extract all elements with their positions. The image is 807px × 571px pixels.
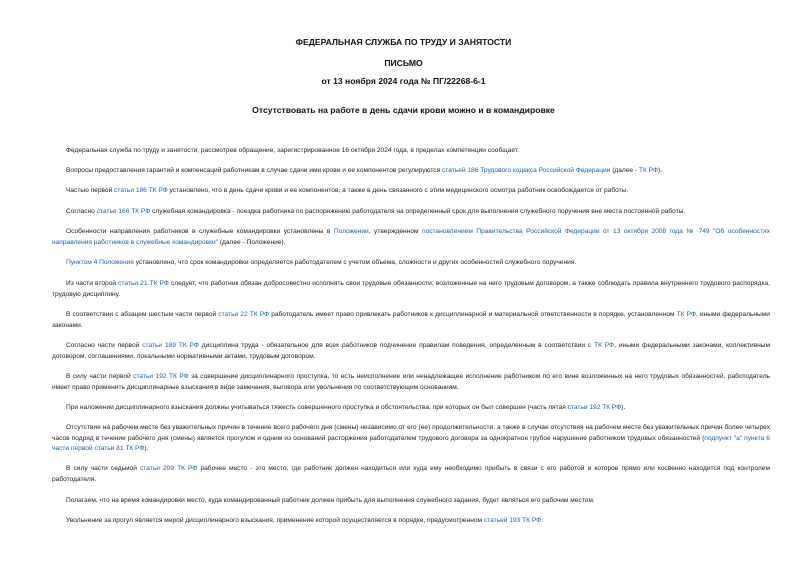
document-link[interactable]: статьей 193 ТК РФ bbox=[483, 517, 542, 524]
document-title: Отсутствовать на работе в день сдачи крови можно и в командировке bbox=[252, 105, 555, 115]
paragraph-2 bbox=[52, 166, 770, 177]
paragraph-text: ). bbox=[144, 445, 149, 452]
paragraph-text: установлено, что срок командировки определяется работодателем с учетом объема, сложности и других особенностей служебного поручения. bbox=[133, 259, 577, 266]
paragraph-text: , утвержденном bbox=[368, 228, 422, 235]
document-link[interactable]: ТК РФ bbox=[594, 342, 615, 349]
paragraph-text: , иными федеральными законами, коллективным договором, соглашениями, локальными нормативными актами, трудовым договором. bbox=[52, 342, 771, 360]
paragraph-text: работодатель имеет право привлекать работников к дисциплинарной и материальной ответственности в порядке, установленном bbox=[269, 311, 677, 318]
document-link[interactable]: статьи 186 ТК РФ bbox=[114, 187, 168, 194]
paragraph-text: , иными федеральными законами. bbox=[52, 311, 770, 329]
paragraph-11 bbox=[52, 403, 770, 414]
paragraph-text: дисциплина труда - обязательное для всех работников подчинение правилам поведения, определенным в соответствии с bbox=[198, 342, 595, 349]
document-link[interactable]: статьи 192 ТК РФ bbox=[133, 373, 189, 380]
paragraph-text: Частью первой bbox=[66, 187, 115, 194]
paragraph-6 bbox=[52, 258, 770, 269]
paragraph-text: . bbox=[541, 517, 544, 524]
document-link[interactable]: ТК РФ bbox=[638, 167, 658, 174]
paragraph-text: При наложении дисциплинарного взыскания должны учитываться тяжесть совершенного проступка и обстоятельства, при которых он был совершен (часть пятая bbox=[66, 404, 568, 411]
paragraph-text: Увольнение за прогул является мерой дисциплинарного взыскания, применение которой осуществляется в порядке, предусмотренном bbox=[66, 517, 484, 524]
paragraph-15 bbox=[52, 516, 770, 527]
paragraph-7 bbox=[52, 279, 770, 300]
paragraph-13 bbox=[52, 464, 770, 485]
agency-name: ФЕДЕРАЛЬНАЯ СЛУЖБА ПО ТРУДУ И ЗАНЯТОСТИ bbox=[295, 37, 512, 47]
paragraph-5 bbox=[52, 227, 770, 248]
document-link[interactable]: статьи 189 ТК РФ bbox=[142, 342, 199, 349]
document-link[interactable]: статьи 192 ТК РФ bbox=[567, 404, 622, 411]
document-link[interactable]: статьи 209 ТК РФ bbox=[139, 465, 198, 472]
paragraph-text: Согласно части первой bbox=[66, 342, 143, 349]
paragraph-text: ). bbox=[658, 167, 663, 174]
paragraph-9 bbox=[52, 341, 770, 362]
paragraph-text: за совершение дисциплинарного проступка, то есть неисполнение или ненадлежащее исполнение работником по его вине возложенных на него трудовых обязанностей, работодатель имеет право применить дисциплинарные взыскания в виде замечания, выговора или увольнения по соответствующим основаниям. bbox=[52, 373, 770, 391]
paragraph-text: Особенности направления работников в служебные командировки установлены в bbox=[66, 228, 334, 235]
document-link[interactable]: статье 166 ТК РФ bbox=[96, 208, 151, 215]
document-link[interactable]: постановлением Правительства Российской Федерации от 13 октября 2008 года № 749 "Об особенностях направления работников в служебные командировки" bbox=[52, 228, 770, 246]
paragraph-text: Отсутствие на рабочем месте без уважительных причин в течение всего рабочего дня (смены) независимо от его (ее) продолжительности, а также в случае отсутствия на рабочем месте без уважительных причин более четырех часов подряд в течение рабочего дня (смены) является прогулом и одним из оснований расторжения работодателем трудового договора за однократное грубое нарушение работником трудовых обязанностей ( bbox=[52, 424, 770, 442]
document-link[interactable]: Положении bbox=[333, 228, 369, 235]
paragraph-10 bbox=[52, 372, 770, 393]
document-link[interactable]: статьи 22 ТК РФ bbox=[218, 311, 270, 318]
paragraph-text: установлено, что в день сдачи крови и ее компонентов, а также в день связанного с этим медицинского осмотра работник освобождается от работы. bbox=[167, 187, 629, 194]
paragraph-text: В силу части первой bbox=[66, 373, 134, 380]
paragraph-12 bbox=[52, 423, 770, 455]
document-link[interactable]: Пунктом 4 Положения bbox=[66, 259, 134, 266]
paragraph-3 bbox=[52, 186, 770, 197]
document-link[interactable]: статьей 186 Трудового кодекса Российской Федерации bbox=[441, 167, 611, 174]
document-link[interactable]: ТК РФ bbox=[676, 311, 696, 318]
document-link[interactable]: подпункт "а" пункта 6 части первой статьи 81 ТК РФ bbox=[52, 434, 770, 452]
paragraph-14 bbox=[52, 496, 770, 507]
paragraph-8 bbox=[52, 310, 770, 331]
paragraph-text: (далее - bbox=[610, 167, 639, 174]
paragraph-text: (далее - Положение). bbox=[218, 238, 286, 246]
paragraph-text: следует, что работник обязан добросовестно исполнять свои трудовые обязанности, возложенные на него трудовым договором, а также соблюдать правила внутреннего трудового распорядка, трудовую дисциплину. bbox=[52, 280, 770, 298]
paragraph-text: В силу части седьмой bbox=[66, 465, 140, 472]
paragraph-4 bbox=[52, 207, 770, 218]
document-type: ПИСЬМО bbox=[384, 58, 423, 68]
paragraph-text: рабочее место - это место, где работник должен находиться или куда ему необходимо прибыть в связи с его работой и которое прямо или косвенно находится под контролем работодателя. bbox=[52, 465, 770, 483]
document-reference: от 13 ноября 2024 года № ПГ/22268-6-1 bbox=[321, 76, 486, 86]
document-link[interactable]: статьи 21 ТК РФ bbox=[118, 280, 169, 287]
paragraph-1 bbox=[52, 146, 770, 157]
paragraph-text: ). bbox=[621, 404, 626, 411]
paragraph-text: Федеральная служба по труду и занятости, рассмотрев обращение, зарегистрированное 16 октября 2024 года, в пределах компетенции сообщает. bbox=[66, 147, 519, 154]
paragraph-text: В соответствии с абзацем шестым части первой bbox=[66, 311, 219, 318]
paragraph-text: служебная командировка - поездка работника по распоряжению работодателя на определенный срок для выполнения служебного поручения вне места постоянной работы. bbox=[150, 208, 686, 215]
paragraph-text: Полагаем, что на время командировки место, куда командированный работник должен прибыть для выполнения служебного задания, будет являться его рабочим местом. bbox=[66, 497, 595, 504]
paragraph-text: Из части второй bbox=[66, 280, 119, 287]
paragraph-text: Согласно bbox=[66, 208, 97, 215]
paragraph-text: Вопросы предоставления гарантий и компенсаций работникам в случае сдачи ими крови и ее компонентов регулируются bbox=[66, 167, 442, 174]
